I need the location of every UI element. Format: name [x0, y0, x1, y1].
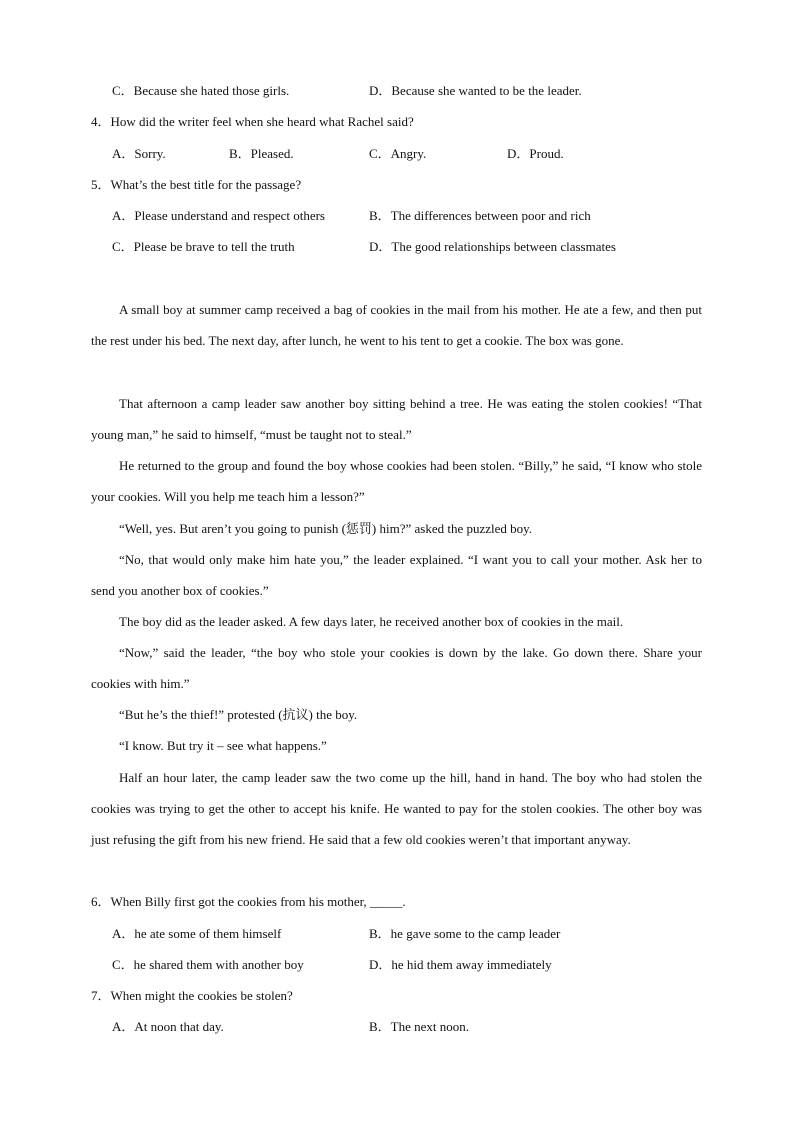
passage-paragraph-4: “Well, yes. But aren’t you going to punish (惩罚) him?” asked the puzzled boy.	[119, 521, 533, 536]
q5-option-b: B．The differences between poor and rich	[369, 208, 591, 223]
passage-paragraph-6: The boy did as the leader asked. A few days later, he received another box of cookies in the mail.	[119, 614, 624, 629]
q6-option-a: A．he ate some of them himself	[112, 926, 282, 941]
q5-option-d: D．The good relationships between classmates	[369, 239, 616, 254]
q7-option-a: A．At noon that day.	[112, 1019, 224, 1034]
q6-option-b: B．he gave some to the camp leader	[369, 926, 561, 941]
passage-paragraph-9: “I know. But try it – see what happens.”	[119, 738, 327, 753]
q4-option-d: D．Proud.	[507, 146, 564, 161]
passage-paragraph-7: “Now,” said the leader, “the boy who stole your cookies is down by the lake. Go down there. Share your cookies with him.”	[91, 645, 702, 691]
passage-paragraph-8: “But he’s the thief!” protested (抗议) the boy.	[119, 707, 358, 722]
passage-paragraph-10: Half an hour later, the camp leader saw the two come up the hill, hand in hand. The boy who had stolen the cookies was trying to get the other to accept his knife. He wanted to pay for the stolen cookies. The other boy was just refusing the gift from his new friend. He said that a few old cookies weren’t that important anyway.	[91, 770, 702, 847]
q7-option-b: B．The next noon.	[369, 1019, 470, 1034]
q4-option-c: C．Angry.	[369, 146, 427, 161]
q4-option-a: A．Sorry.	[112, 146, 166, 161]
q5-stem: 5．What’s the best title for the passage?	[91, 177, 302, 192]
q4-stem: 4．How did the writer feel when she heard what Rachel said?	[91, 114, 414, 129]
q4-option-b: B．Pleased.	[229, 146, 294, 161]
q6-option-c: C．he shared them with another boy	[112, 957, 304, 972]
q5-option-c: C．Please be brave to tell the truth	[112, 239, 295, 254]
q3-option-c: C．Because she hated those girls.	[112, 83, 290, 98]
q3-option-d: D．Because she wanted to be the leader.	[369, 83, 582, 98]
q6-stem: 6．When Billy first got the cookies from his mother, _____.	[91, 894, 406, 909]
q5-option-a: A．Please understand and respect others	[112, 208, 325, 223]
passage-paragraph-3: He returned to the group and found the boy whose cookies had been stolen. “Billy,” he said, “I know who stole your cookies. Will you help me teach him a lesson?”	[91, 458, 702, 504]
q7-stem: 7．When might the cookies be stolen?	[91, 988, 293, 1003]
passage-paragraph-1: A small boy at summer camp received a bag of cookies in the mail from his mother. He ate a few, and then put the rest under his bed. The next day, after lunch, he went to his tent to get a cookie. The box was gone.	[91, 302, 702, 348]
passage-paragraph-2: That afternoon a camp leader saw another boy sitting behind a tree. He was eating the stolen cookies! “That young man,” he said to himself, “must be taught not to steal.”	[91, 396, 702, 442]
passage-paragraph-5: “No, that would only make him hate you,” the leader explained. “I want you to call your mother. Ask her to send you another box of cookies.”	[91, 552, 702, 598]
q6-option-d: D．he hid them away immediately	[369, 957, 552, 972]
